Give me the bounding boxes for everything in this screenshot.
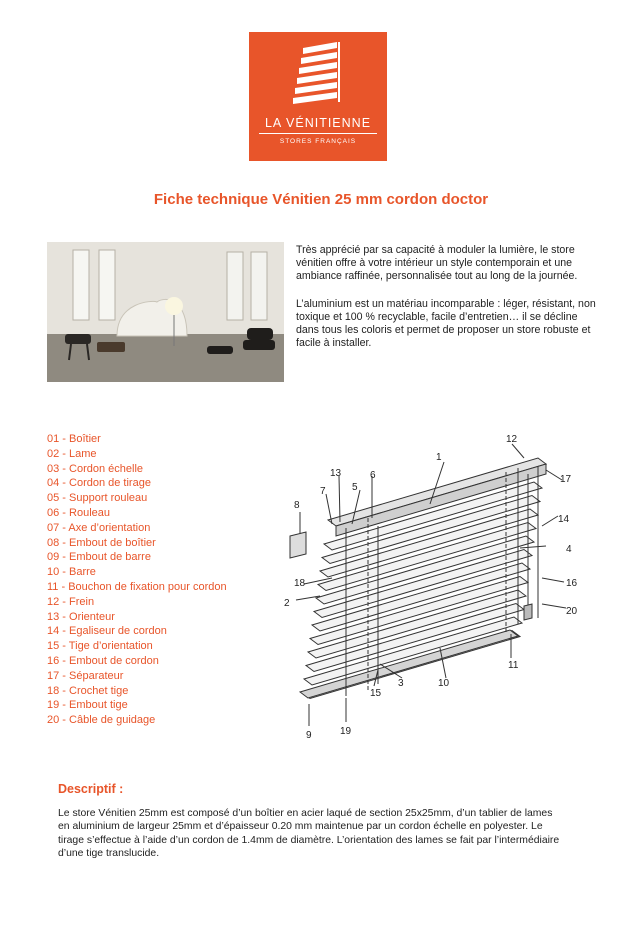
part-item: 10 - Barre [47, 566, 96, 579]
diagram-label: 13 [330, 468, 342, 479]
part-item: 15 - Tige d’orientation [47, 640, 153, 653]
part-item: 07 - Axe d’orientation [47, 521, 151, 534]
part-item: 05 - Support rouleau [47, 492, 148, 505]
diagram-label: 3 [398, 678, 404, 689]
parts-list [47, 432, 227, 728]
part-item: 19 - Embout tige [47, 699, 128, 712]
part-item: 16 - Embout de cordon [47, 654, 159, 667]
part-item: 01 - Boîtier [47, 433, 101, 445]
part-item: 03 - Cordon échelle [47, 462, 144, 475]
diagram-label: 17 [560, 474, 572, 485]
intro-text [296, 244, 601, 364]
diagram-label: 2 [284, 598, 290, 609]
brand-divider [259, 133, 377, 134]
diagram-label: 7 [320, 486, 326, 497]
diagram-label: 16 [566, 578, 578, 589]
brand-logo [249, 32, 387, 161]
interior-photo [47, 242, 284, 382]
diagram-label: 1 [436, 452, 442, 463]
blinds-logo-icon [293, 42, 343, 110]
diagram-label: 5 [352, 482, 358, 493]
part-item: 14 - Egaliseur de cordon [47, 625, 167, 638]
part-item: 09 - Embout de barre [47, 551, 151, 564]
diagram-label: 6 [370, 470, 376, 481]
diagram-label: 8 [294, 500, 300, 511]
brand-tagline: STORES FRANÇAIS [279, 138, 357, 145]
part-item: 20 - Câble de guidage [47, 714, 156, 727]
part-item: 13 - Orienteur [47, 610, 115, 623]
intro-paragraph-2: L’aluminium est un matériau incomparable : léger, résistant, non toxique et 100 % recyclable, facile d’entretien… il se décline dans tous les coloris et permet de proposer un store robuste et facile à installer. [296, 297, 596, 350]
part-item: 08 - Embout de boîtier [47, 536, 156, 549]
diagram-label: 9 [306, 730, 312, 741]
blind-exploded-diagram [280, 428, 590, 743]
diagram-label: 15 [370, 688, 382, 699]
part-item: 18 - Crochet tige [47, 684, 129, 697]
diagram-label: 20 [566, 606, 578, 617]
part-item: 02 - Lame [47, 447, 97, 460]
description-text: Le store Vénitien 25mm est composé d’un boîtier en acier laqué de section 25x25mm, d’un tablier de lames en aluminium de largeur 25mm et d’épaisseur 0.20 mm maintenue par un cordon échelle en polyester. Le tirage s’effectue à l’aide d’un cordon de 1.4mm de diamètre. L’orientation des lames se fait par l’intermédiaire d’une tige translucide. [58, 808, 560, 860]
diagram-label: 10 [438, 678, 450, 689]
part-item: 11 - Bouchon de fixation pour cordon [47, 580, 227, 593]
diagram-label: 19 [340, 726, 352, 737]
diagram-label: 18 [294, 578, 306, 589]
intro-paragraph-1: Très apprécié par sa capacité à moduler la lumière, le store vénitien offre à votre intérieur un style contemporain et une ambiance raffinée, personnalisée tout au long de la journée. [296, 244, 578, 283]
brand-name: LA VÉNITIENNE [264, 116, 372, 130]
part-item: 04 - Cordon de tirage [47, 477, 151, 490]
diagram-label: 12 [506, 434, 518, 445]
diagram-label: 11 [508, 660, 519, 671]
part-item: 06 - Rouleau [47, 506, 110, 519]
page-title: Fiche technique Vénitien 25 mm cordon doctor [153, 191, 489, 208]
part-item: 12 - Frein [47, 595, 95, 608]
description-heading: Descriptif : [58, 782, 124, 796]
diagram-label: 4 [566, 544, 572, 555]
diagram-label: 14 [558, 514, 570, 525]
part-item: 17 - Séparateur [47, 669, 124, 682]
